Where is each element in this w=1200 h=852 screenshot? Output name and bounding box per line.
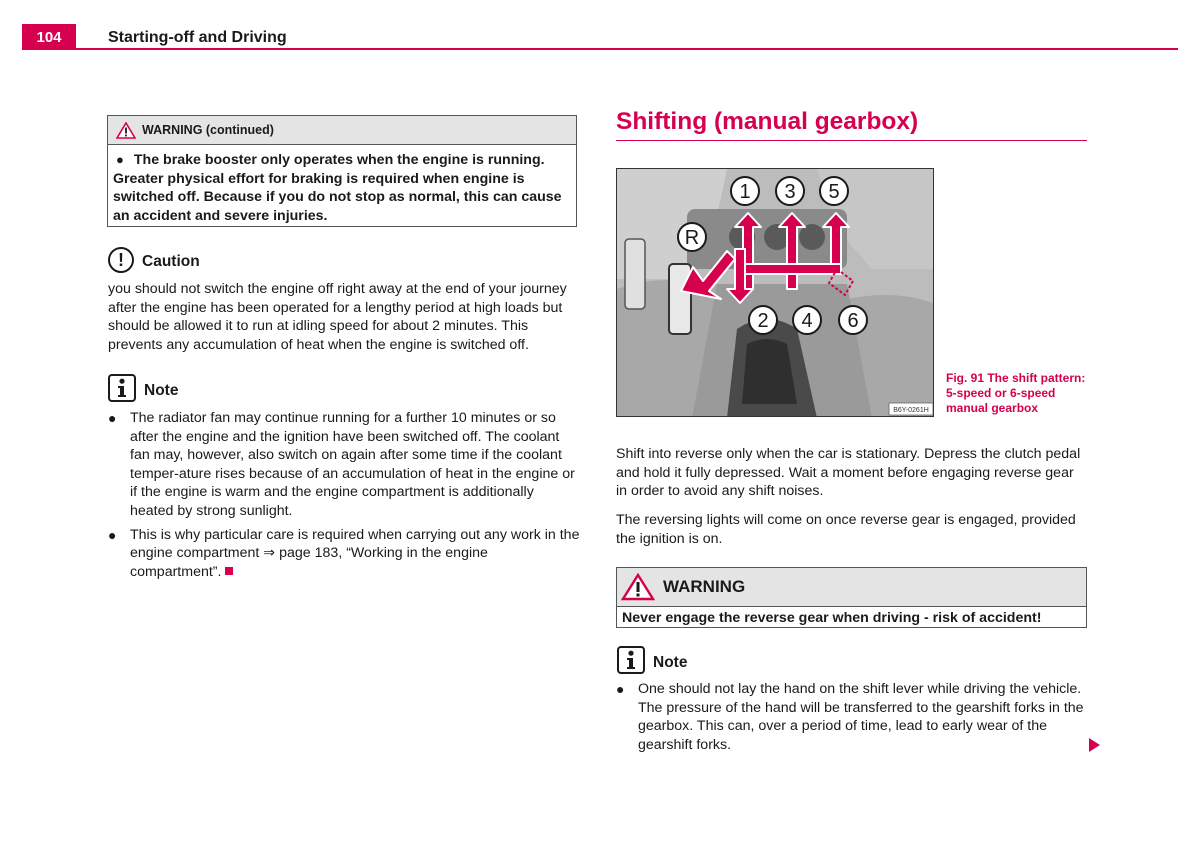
reverse-instructions: Shift into reverse only when the car is stationary. Depress the clutch pedal and hold it fully depressed. Wait a moment before engaging reverse gear in order to avoid any shift noises. <box>616 446 1081 500</box>
header-rule <box>22 48 1178 50</box>
note-label-left: Note <box>144 382 179 399</box>
info-note-icon <box>108 374 136 402</box>
note-item-text: This is why particular care is required when carrying out any work in the engine compartment <box>130 526 580 562</box>
bullet: ● <box>108 526 117 543</box>
exclamation-circle-icon: ! <box>108 247 134 273</box>
list-item <box>108 409 580 521</box>
gearbox-illustration <box>617 169 934 417</box>
gear-label-3: 3 <box>784 181 796 203</box>
gear-label-2: 2 <box>757 310 769 332</box>
caution-text: you should not switch the engine off right away at the end of your journey after the engine has been operated for a lengthy period at high loads but should be allowed it to run at idling speed for about 2 minutes. This prevents any accumulation of heat when the engine is switched off. <box>108 281 567 353</box>
warning-continued-box <box>107 115 577 227</box>
note-item-text: One should not lay the hand on the shift lever while driving the vehicle. The pressure of the hand will be transferred to the gearshift forks in the gearbox. This can, over a period of time, lead to early wear of the gearshift forks. <box>638 681 1084 753</box>
note-heading-left <box>108 374 178 402</box>
note-heading-right <box>617 646 687 674</box>
gear-label-4: 4 <box>801 310 813 332</box>
note-item-text: The radiator fan may continue running for a further 10 minutes or so after the engine and the ignition have been switched off. The coolant fan may, however, also switch on again after some time if the coolant temper-ature rises because of an accumulation of heat in the engine or if the engine is warm and the engine compartment is additionally heated by strong sunlight. <box>130 410 575 519</box>
warning-continued-body: The brake booster only operates when the engine is running. Greater physical effort for braking is required when engine is switched off. Because if you do not stop as normal, this can cause an accident and severe injuries. <box>113 152 562 224</box>
list-item <box>616 680 1088 754</box>
note-label-right: Note <box>653 654 688 671</box>
warning-continued-label: WARNING (continued) <box>142 123 274 137</box>
list-item <box>108 526 580 582</box>
reversing-lights-text: The reversing lights will come on once reverse gear is engaged, provided the ignition is on. <box>616 512 1076 547</box>
figure-caption: Fig. 91 The shift pattern: 5-speed or 6-speed manual gearbox <box>946 371 1086 415</box>
info-note-icon <box>617 646 645 674</box>
warning-triangle-icon <box>116 122 136 139</box>
end-marker-icon <box>225 567 233 575</box>
caution-label: Caution <box>142 253 200 270</box>
reverse-warning-box <box>616 567 1087 628</box>
note-list-left <box>108 409 580 581</box>
gear-label-5: 5 <box>828 181 840 203</box>
gear-label-1: 1 <box>739 181 751 203</box>
reverse-warning-text: Never engage the reverse gear when driving - risk of accident! <box>622 610 1042 626</box>
warning-triangle-icon <box>621 573 655 601</box>
bullet: ● <box>116 152 124 167</box>
figure-code: B6Y-0261H <box>893 407 929 414</box>
next-page-arrow-icon[interactable] <box>1089 738 1100 752</box>
page-reference-link[interactable]: page 183, “Working in the engine compartment”. <box>130 545 488 580</box>
section-title: Starting-off and Driving <box>108 29 287 46</box>
warning-continued-header <box>108 116 576 145</box>
gear-label-reverse: R <box>684 227 700 249</box>
caution-heading <box>108 247 200 273</box>
reverse-warning-header <box>617 568 1086 607</box>
warning-continued-text <box>108 145 576 225</box>
bullet: ● <box>616 681 625 697</box>
page-title: Shifting (manual gearbox) <box>616 108 919 135</box>
reverse-warning-label: WARNING <box>663 577 746 596</box>
shift-pattern-figure <box>616 168 934 417</box>
note-list-right <box>616 680 1088 754</box>
page-number: 104 <box>22 24 76 50</box>
gear-label-6: 6 <box>847 310 859 332</box>
title-rule <box>616 140 1087 141</box>
page-reference-arrow-icon: ⇒ <box>263 545 276 562</box>
bullet: ● <box>108 410 117 426</box>
